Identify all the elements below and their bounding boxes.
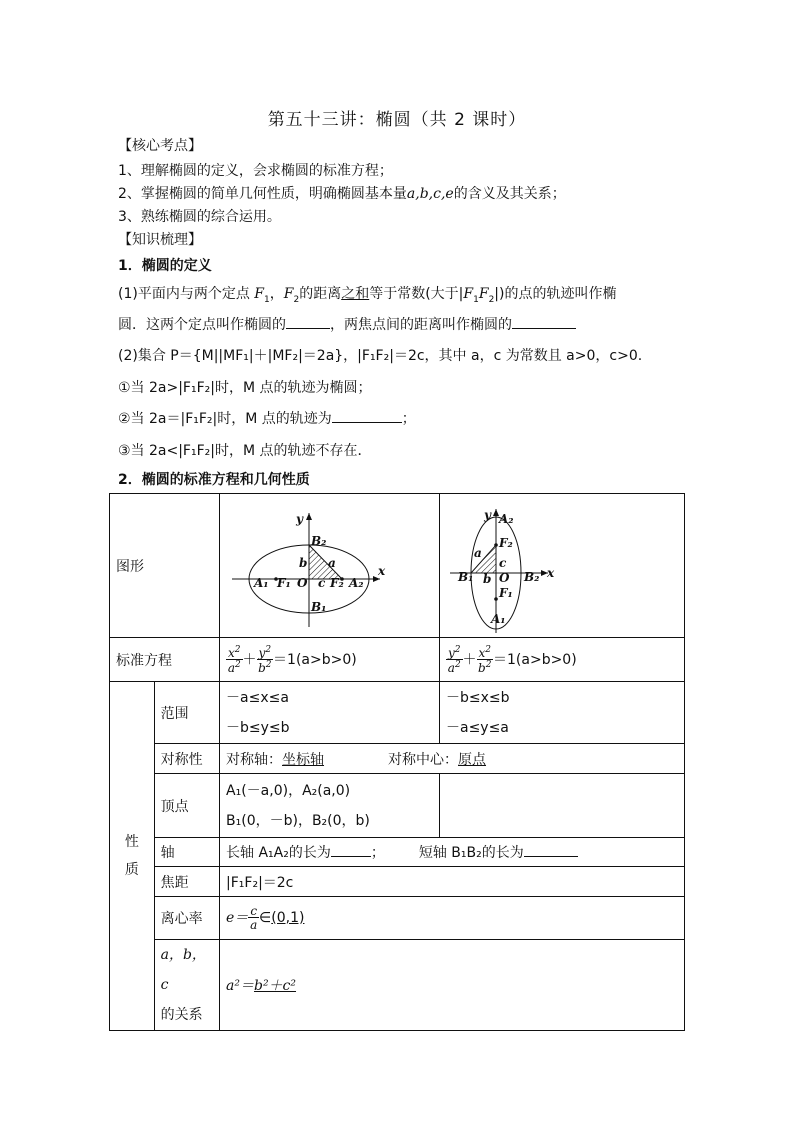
range-horizontal	[220, 682, 440, 744]
row-range	[110, 682, 685, 744]
std-eq-horizontal: $\frac{x^2}{a^2}$ ＋ $\frac{y^2}{b^2}$ ＝1(a>b>0)	[220, 638, 440, 682]
blank-major-axis[interactable]	[331, 844, 371, 857]
row-graph	[110, 494, 685, 638]
major-axis-label: 长轴 A₁A₂的长为	[226, 845, 331, 861]
blank-trajectory[interactable]	[332, 410, 402, 423]
core-item-3: 3、熟练椭圆的综合运用。	[118, 209, 281, 225]
vertex-b: B₁(0，－b)，B₂(0，b)	[226, 812, 370, 829]
core-item-2-pre: 2、掌握椭圆的简单几何性质，明确椭圆基本量	[118, 186, 407, 202]
sym-center-value: 原点	[458, 751, 487, 768]
sym-axis-value: 坐标轴	[282, 751, 325, 768]
row-vertex	[110, 774, 685, 838]
std-eq-vertical: $\frac{y^2}{a^2}$ ＋ $\frac{x^2}{b^2}$ ＝1(a>b>0)	[439, 638, 684, 682]
axis-value	[220, 838, 685, 867]
sym-center-label: 对称中心：	[388, 751, 459, 768]
case-3: ③当 2a<|F₁F₂|时，M 点的轨迹不存在．	[118, 443, 372, 459]
row-relation	[110, 940, 685, 1031]
fig-horizontal-cell	[220, 494, 440, 638]
row-axis	[110, 838, 685, 867]
fig1-label-b2: B₂	[311, 533, 327, 548]
label-range: 范围	[154, 682, 219, 744]
range-1-y: －b≤y≤b	[226, 719, 290, 736]
row-focal-distance	[110, 867, 685, 897]
fig1-label-a1: A₁	[254, 575, 269, 590]
horizontal-ellipse-figure	[220, 495, 438, 637]
fig2-label-f1: F₁	[498, 585, 513, 600]
fig2-label-a2: A₂	[498, 511, 514, 526]
label-axis: 轴	[154, 838, 219, 867]
sym-axis-label: 对称轴：	[226, 751, 283, 768]
case-2-end: ；	[401, 411, 416, 427]
minor-axis-label: 短轴 B₁B₂的长为	[418, 845, 524, 861]
label-standard-equation: 标准方程	[110, 638, 220, 682]
core-item-2-post: 的含义及其关系；	[453, 186, 566, 202]
properties-table	[109, 493, 685, 1031]
section-2-heading: 2．椭圆的标准方程和几何性质	[118, 472, 310, 488]
def-text-f: 圆．这两个定点叫作椭圆的	[118, 317, 286, 333]
fig1-label-x: x	[378, 563, 386, 578]
label-relation	[154, 940, 219, 1031]
vertical-ellipse-figure	[440, 495, 683, 637]
fig1-label-b1: B₁	[311, 599, 327, 614]
vertex-horizontal	[220, 774, 440, 838]
range-2-y: －a≤y≤a	[445, 719, 509, 736]
section-1-heading: 1．椭圆的定义	[118, 258, 212, 274]
label-symmetry: 对称性	[154, 744, 219, 774]
core-heading: 【核心考点】	[118, 138, 202, 154]
range-vertical	[439, 682, 684, 744]
definition-line-2	[118, 314, 576, 334]
focal-distance-value: |F₁F₂|＝2c	[220, 867, 685, 897]
fig1-label-f1: F₁	[277, 575, 291, 590]
fig2-label-y: y	[483, 507, 491, 522]
relation-label: 的关系	[160, 1007, 203, 1023]
std-eq-2-tail: ＝1(a>b>0)	[493, 651, 577, 668]
core-item-2-vars: a,b,c,e	[406, 186, 454, 202]
std-eq-1-tail: ＝1(a>b>0)	[273, 651, 357, 668]
fig2-label-x: x	[546, 565, 555, 580]
relation-vars: a，b，c	[160, 947, 206, 993]
definition-line-1: (1)平面内与两个定点 $F_1$，$F_2$的距离之和等于常数(大于$|F_1F_2|$)的点的轨迹叫作椭	[118, 286, 617, 305]
fig2-label-a: a	[473, 545, 482, 560]
core-item-1: 1、理解椭圆的定义，会求椭圆的标准方程；	[118, 163, 393, 179]
fig2-label-o: O	[498, 570, 510, 585]
ecc-in: ∈	[259, 910, 272, 926]
fig1-label-a2: A₂	[349, 575, 364, 590]
case-1: ①当 2a>|F₁F₂|时，M 点的轨迹为椭圆；	[118, 380, 372, 396]
fig2-label-b1: B₁	[457, 569, 474, 584]
row-symmetry	[110, 744, 685, 774]
fig2-label-b: b	[482, 571, 492, 586]
blank-focal-distance[interactable]	[512, 316, 576, 329]
fig1-label-a: a	[328, 555, 336, 570]
eccentricity-value: e＝ $\frac{c}{a}$ ∈(0,1)	[220, 897, 685, 940]
fig1-label-b: b	[299, 555, 308, 570]
label-graph: 图形	[110, 494, 220, 638]
fig-vertical-cell	[439, 494, 684, 638]
vertex-a: A₁(－a,0)，A₂(a,0)	[226, 782, 351, 799]
def-text-d: 等于常数(大于|	[369, 286, 464, 302]
vertex-vertical-empty	[439, 774, 684, 838]
blank-minor-axis[interactable]	[524, 844, 578, 857]
def-text-a: (1)平面内与两个定点	[118, 286, 250, 302]
fig1-label-f2: F₂	[330, 575, 344, 590]
fig1-label-o: O	[297, 575, 308, 590]
range-1-x: －a≤x≤a	[226, 689, 289, 706]
row-eccentricity	[110, 897, 685, 940]
blank-foci[interactable]	[286, 316, 330, 329]
label-vertex: 顶点	[154, 774, 219, 838]
set-definition: (2)集合 P＝{M||MF₁|＋|MF₂|＝2a}，|F₁F₂|＝2c，其中 a，c 为常数且 a>0，c>0.	[118, 348, 643, 364]
review-heading: 【知识梳理】	[118, 232, 202, 248]
fig2-label-c: c	[498, 555, 507, 570]
fig1-label-c: c	[318, 575, 326, 590]
axis-separator: ；	[370, 845, 385, 861]
row-standard-equation	[110, 638, 685, 682]
fig2-label-f2: F₂	[498, 535, 513, 550]
def-text-g: ，两焦点间的距离叫作椭圆的	[330, 317, 512, 333]
case-2	[118, 408, 416, 428]
def-text-sum: 之和	[341, 286, 370, 302]
def-text-b: 的距离	[299, 286, 342, 302]
def-text-e: |)的点的轨迹叫作椭	[494, 286, 617, 302]
relation-prefix: a²＝	[226, 978, 254, 994]
relation-value	[220, 940, 685, 1031]
label-properties: 性 质	[110, 682, 155, 1031]
label-focal-distance: 焦距	[154, 867, 219, 897]
ecc-range: (0,1)	[271, 910, 305, 926]
fig1-label-y: y	[296, 511, 303, 526]
relation-formula: b²＋c²	[253, 978, 297, 994]
ecc-prefix: e＝	[226, 910, 249, 926]
core-item-2	[118, 183, 566, 203]
range-2-x: －b≤x≤b	[445, 689, 510, 706]
page-title: 第五十三讲：椭圆（共 2 课时）	[267, 110, 527, 130]
fig2-label-a1: A₁	[490, 611, 506, 626]
label-eccentricity: 离心率	[154, 897, 219, 940]
case-2-text: ②当 2a＝|F₁F₂|时，M 点的轨迹为	[118, 411, 332, 427]
symmetry-value	[220, 744, 685, 774]
fig2-label-b2: B₂	[523, 569, 540, 584]
